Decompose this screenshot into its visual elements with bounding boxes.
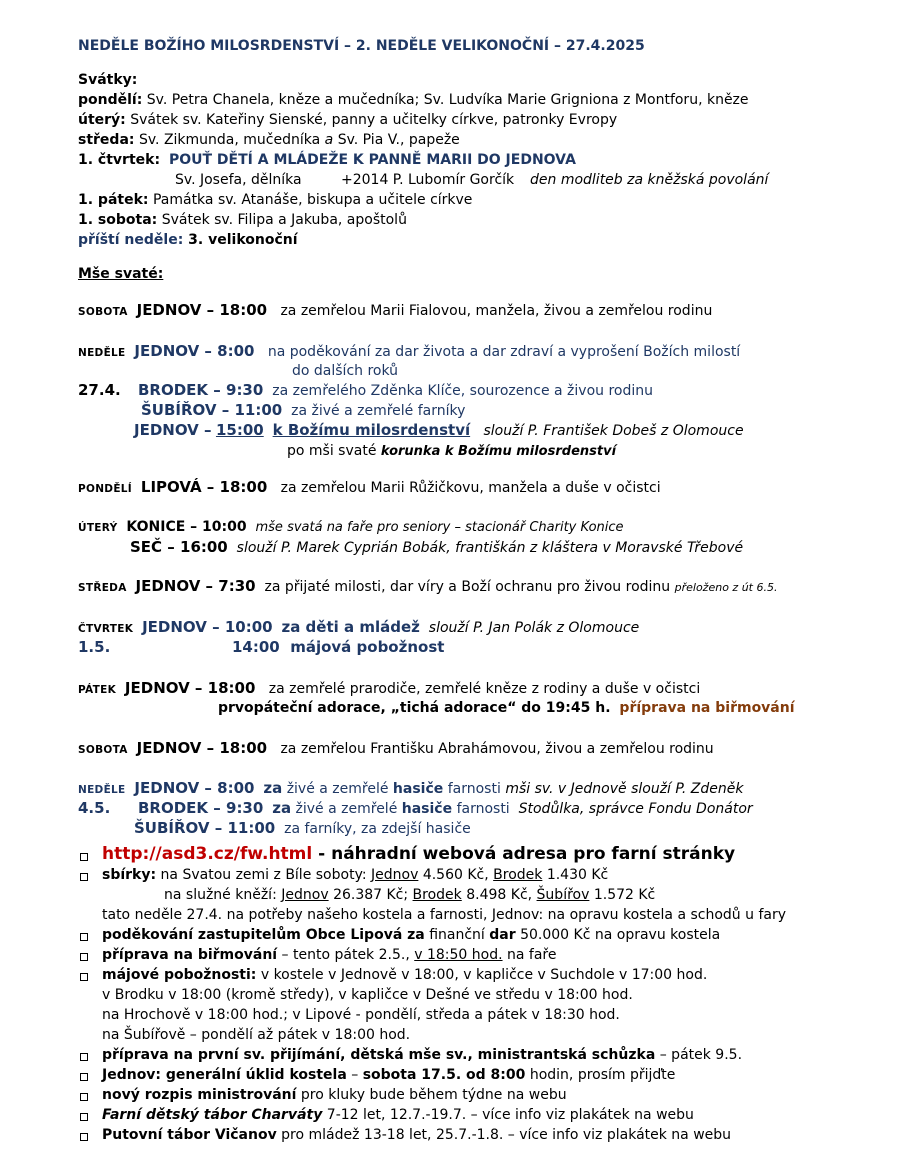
altar-label: nový rozpis ministrování bbox=[102, 1087, 297, 1103]
feast-friday-label: 1. pátek: bbox=[78, 192, 149, 208]
mass-sunday-l1 bbox=[78, 342, 740, 362]
collections-text: na služné kněží: bbox=[164, 887, 277, 903]
mass-za: za bbox=[263, 779, 283, 797]
mass-note: Stodůlka, správce Fondu Donátor bbox=[518, 801, 753, 817]
feast-tuesday-label: úterý: bbox=[78, 112, 126, 128]
feast-saturday-text: Svátek sv. Filipa a Jakuba, apoštolů bbox=[161, 212, 407, 228]
notice-camp2 bbox=[102, 1126, 731, 1144]
bullet-icon bbox=[80, 1093, 88, 1101]
cleaning-text: hodin, prosím přijďte bbox=[525, 1067, 676, 1083]
mass-event: k Božímu milosrdenství bbox=[272, 421, 471, 439]
bullet-icon bbox=[80, 873, 88, 881]
feast-tuesday-text: Svátek sv. Kateřiny Sienské, panny a učitelky církve, patronky Evropy bbox=[130, 112, 618, 128]
mass-intent: za děti a mládež bbox=[281, 618, 420, 636]
feast-saturday-label: 1. sobota: bbox=[78, 212, 158, 228]
collection-place: Brodek bbox=[412, 887, 462, 903]
camp1-label: Farní dětský tábor Charváty bbox=[102, 1107, 323, 1123]
mass-priest: slouží P. Jan Polák z Olomouce bbox=[428, 620, 640, 636]
mass-time: 14:00 bbox=[232, 638, 280, 656]
communion-label: příprava na první sv. přijímání, dětská mše sv., ministrantská schůzka bbox=[102, 1047, 656, 1063]
collections-text: na Svatou zemi z Bíle soboty: bbox=[160, 867, 367, 883]
mass-intent: za živé a zemřelé farníky bbox=[291, 403, 466, 419]
mass-note: po mši svaté bbox=[287, 443, 377, 459]
mass-place: BRODEK – 9:30 bbox=[138, 799, 264, 817]
mass-event: korunka k Božímu milosrdenství bbox=[380, 444, 617, 459]
mass-intent: za zemřelé prarodiče, zemřelé kněze z rodiny a duše v očistci bbox=[268, 681, 701, 697]
mass-day: STŘEDA bbox=[78, 582, 127, 594]
feasts-heading: Svátky: bbox=[78, 72, 138, 88]
mass-intent: za přijaté milosti, dar víry a Boží ochranu pro živou rodinu bbox=[264, 579, 671, 595]
feast-wednesday bbox=[78, 131, 460, 149]
feast-thursday-prayer: den modliteb za kněžská povolání bbox=[530, 172, 769, 188]
mass-sunday2-date: 4.5. bbox=[78, 799, 111, 817]
mass-intent: za zemřelou Františku Abrahámovou, živou a zemřelou rodinu bbox=[280, 741, 714, 757]
mass-note: mši sv. v Jednově slouží P. Zdeněk bbox=[505, 781, 744, 797]
mass-place: JEDNOV – 18:00 bbox=[136, 301, 268, 319]
feast-wednesday-label: středa: bbox=[78, 132, 135, 148]
mass-saturday bbox=[78, 301, 712, 321]
mass-za: za bbox=[272, 799, 292, 817]
may-label: májové pobožnosti: bbox=[102, 967, 257, 983]
feast-saturday bbox=[78, 211, 407, 229]
mass-sunday2-l3 bbox=[134, 819, 471, 838]
mass-sunday-l3 bbox=[141, 401, 465, 420]
mass-intent: za zemřelou Marii Fialovou, manžela, živou a zemřelou rodinu bbox=[280, 303, 713, 319]
collection-value: 1.430 Kč bbox=[546, 867, 609, 883]
feast-wednesday-text-b: Sv. Pia V., papeže bbox=[337, 132, 460, 148]
notice-may-3: na Hrochově v 18:00 hod.; v Lipové - pondělí, středa a pátek v 18:30 hod. bbox=[102, 1007, 620, 1023]
altar-text: pro kluky bude během týdne na webu bbox=[296, 1087, 567, 1103]
cleaning-sep: – bbox=[346, 1067, 363, 1083]
collection-value: 8.498 Kč, bbox=[466, 887, 533, 903]
mass-day: ÚTERÝ bbox=[78, 522, 118, 534]
mass-place: BRODEK – 9:30 bbox=[138, 381, 264, 399]
mass-intent: mše svatá na faře pro seniory – stacionář Charity Konice bbox=[255, 520, 624, 535]
mass-thursday-2 bbox=[232, 638, 444, 656]
mass-priest: slouží P. František Dobeš z Olomouce bbox=[483, 423, 744, 439]
feast-thursday-saint: Sv. Josefa, dělníka bbox=[175, 172, 302, 188]
may-text: v kostele v Jednově v 18:00, v kapličce v Suchdole v 17:00 hod. bbox=[256, 967, 708, 983]
mass-intent: za zemřelého Zděnka Klíče, sourozence a živou rodinu bbox=[272, 383, 653, 399]
thanks-text: finanční bbox=[429, 927, 485, 943]
mass-day: ČTVRTEK bbox=[78, 623, 134, 635]
bullet-icon bbox=[80, 1053, 88, 1061]
confirmation-place: na faře bbox=[502, 947, 557, 963]
mass-intent-end: farnosti bbox=[447, 781, 501, 797]
collection-value: 1.572 Kč bbox=[593, 887, 656, 903]
mass-place: SEČ – 16:00 bbox=[130, 538, 228, 556]
mass-sunday-date: 27.4. bbox=[78, 381, 121, 399]
notice-may-2: v Brodku v 18:00 (kromě středy), v kapličce v Dešné ve středu v 18:00 hod. bbox=[102, 987, 633, 1003]
mass-day: NEDĚLE bbox=[78, 784, 126, 796]
mass-place: JEDNOV – 18:00 bbox=[136, 739, 268, 757]
mass-day: NEDĚLE bbox=[78, 347, 126, 359]
bullet-icon bbox=[80, 1113, 88, 1121]
cleaning-date: sobota 17.5. od 8:00 bbox=[362, 1067, 526, 1083]
feast-tuesday bbox=[78, 111, 617, 129]
collection-value: 4.560 Kč, bbox=[422, 867, 489, 883]
mass-thursday-date: 1.5. bbox=[78, 638, 111, 656]
mass-intent-bold: hasiče bbox=[392, 781, 444, 797]
notice-thanks bbox=[102, 926, 720, 944]
web-text: - náhradní webová adresa pro farní stránky bbox=[312, 844, 736, 864]
confirmation-label: příprava na biřmování bbox=[102, 947, 278, 963]
camp2-label: Putovní tábor Vičanov bbox=[102, 1127, 277, 1143]
notice-cleaning bbox=[102, 1066, 675, 1084]
next-sunday-text: 3. velikonoční bbox=[188, 232, 298, 248]
thanks-amount: 50.000 Kč na opravu kostela bbox=[520, 927, 721, 943]
notice-may-4: na Šubířově – pondělí až pátek v 18:00 hod. bbox=[102, 1027, 411, 1043]
confirmation-time: v 18:50 hod. bbox=[414, 947, 503, 963]
notice-may bbox=[102, 966, 707, 984]
thanks-label: poděkování zastupitelům Obce Lipová za bbox=[102, 927, 425, 943]
mass-place: JEDNOV – 10:00 bbox=[142, 618, 273, 636]
mass-prep: příprava na biřmování bbox=[619, 700, 795, 716]
mass-intent: živé a zemřelé bbox=[295, 801, 398, 817]
mass-day: SOBOTA bbox=[78, 306, 128, 318]
camp2-text: pro mládež 13-18 let, 25.7.-1.8. – více info viz plakátek na webu bbox=[276, 1127, 732, 1143]
mass-sunday2-l1 bbox=[78, 779, 743, 799]
mass-sunday-l5 bbox=[287, 442, 616, 461]
mass-place: LIPOVÁ – 18:00 bbox=[140, 478, 268, 496]
mass-place: JEDNOV – 8:00 bbox=[134, 342, 255, 360]
communion-text: – pátek 9.5. bbox=[655, 1047, 743, 1063]
collection-place: Jednov bbox=[371, 867, 419, 883]
next-sunday bbox=[78, 231, 298, 249]
thanks-dar: dar bbox=[489, 927, 516, 943]
feast-wednesday-text-a: Sv. Zikmunda, mučedníka bbox=[138, 132, 321, 148]
bullet-icon bbox=[80, 973, 88, 981]
bullet-icon bbox=[80, 953, 88, 961]
mass-intent: slouží P. Marek Cyprián Bobák, františkán z kláštera v Moravské Třebové bbox=[236, 540, 744, 556]
camp1-text: 7-12 let, 12.7.-19.7. – více info viz plakátek na webu bbox=[322, 1107, 694, 1123]
next-sunday-label: příští neděle: bbox=[78, 232, 184, 248]
mass-saturday-2 bbox=[78, 739, 714, 759]
bullet-icon bbox=[80, 1073, 88, 1081]
mass-wednesday bbox=[78, 577, 777, 597]
mass-sunday-l2 bbox=[138, 381, 653, 400]
feast-wednesday-and: a bbox=[324, 132, 334, 148]
mass-place: JEDNOV – 7:30 bbox=[135, 577, 256, 595]
mass-place: JEDNOV – 8:00 bbox=[134, 779, 255, 797]
mass-sunday-l1-cont: do dalších roků bbox=[292, 363, 399, 379]
mass-place: JEDNOV – bbox=[134, 421, 212, 439]
notice-communion bbox=[102, 1046, 742, 1064]
bullet-icon bbox=[80, 1133, 88, 1141]
mass-monday bbox=[78, 478, 661, 498]
notice-confirmation bbox=[102, 946, 556, 964]
bullet-icon bbox=[80, 933, 88, 941]
notice-collections-3: tato neděle 27.4. na potřeby našeho kostela a farnosti, Jednov: na opravu kostela a schodů u fary bbox=[102, 907, 786, 923]
masses-heading: Mše svaté: bbox=[78, 266, 164, 282]
collection-place: Jednov bbox=[281, 887, 329, 903]
mass-day: PÁTEK bbox=[78, 684, 117, 696]
mass-intent: živé a zemřelé bbox=[286, 781, 389, 797]
mass-sunday2-l2 bbox=[138, 799, 753, 818]
mass-place: ŠUBÍŘOV – 11:00 bbox=[141, 401, 283, 419]
mass-tuesday-2 bbox=[130, 538, 743, 557]
feast-friday bbox=[78, 191, 472, 209]
mass-adoration: prvopáteční adorace, „tichá adorace“ do 19:45 h. bbox=[218, 700, 611, 716]
mass-friday bbox=[78, 679, 700, 699]
feast-thursday-label: 1. čtvrtek: bbox=[78, 152, 161, 168]
feast-monday-label: pondělí: bbox=[78, 92, 143, 108]
collection-value: 26.387 Kč; bbox=[333, 887, 409, 903]
collections-label: sbírky: bbox=[102, 867, 157, 883]
feast-monday bbox=[78, 91, 749, 109]
notice-collections bbox=[102, 866, 608, 884]
page-title: NEDĚLE BOŽÍHO MILOSRDENSTVÍ – 2. NEDĚLE VELIKONOČNÍ – 27.4.2025 bbox=[78, 38, 645, 54]
feast-monday-text: Sv. Petra Chanela, kněze a mučedníka; Sv. Ludvíka Marie Grigniona z Montforu, kněze bbox=[146, 92, 749, 108]
feast-friday-text: Památka sv. Atanáše, biskupa a učitele církve bbox=[152, 192, 473, 208]
mass-friday-2 bbox=[218, 699, 795, 717]
notice-collections-2 bbox=[164, 886, 655, 904]
mass-intent: za farníky, za zdejší hasiče bbox=[284, 821, 471, 837]
mass-place: ŠUBÍŘOV – 11:00 bbox=[134, 819, 276, 837]
mass-time: 15:00 bbox=[215, 421, 264, 439]
mass-place: JEDNOV – 18:00 bbox=[124, 679, 256, 697]
mass-intent: májová pobožnost bbox=[290, 638, 445, 656]
bullet-icon bbox=[80, 853, 88, 861]
confirmation-text: – tento pátek 2.5., bbox=[277, 947, 410, 963]
mass-intent-bold: hasiče bbox=[401, 801, 453, 817]
notice-camp1 bbox=[102, 1106, 694, 1124]
cleaning-label: Jednov: generální úklid kostela bbox=[102, 1067, 347, 1083]
mass-tuesday bbox=[78, 518, 624, 537]
mass-day: SOBOTA bbox=[78, 744, 128, 756]
mass-intent-end: farnosti bbox=[456, 801, 510, 817]
feast-thursday-died: +2014 P. Lubomír Gorčík bbox=[341, 172, 515, 188]
mass-day: PONDĚLÍ bbox=[78, 483, 132, 495]
feast-thursday-event: POUŤ DĚTÍ A MLÁDEŽE K PANNĚ MARII DO JEDNOVA bbox=[168, 152, 576, 168]
mass-intent: za zemřelou Marii Růžičkovu, manžela a duše v očistci bbox=[280, 480, 661, 496]
collection-place: Šubířov bbox=[536, 887, 590, 903]
mass-note: přeloženo z út 6.5. bbox=[674, 581, 778, 594]
notice-web bbox=[102, 843, 735, 866]
mass-place: KONICE – 10:00 bbox=[126, 519, 247, 535]
mass-intent: na poděkování za dar života a dar zdraví a vyprošení Božích milostí bbox=[267, 344, 741, 360]
mass-thursday bbox=[78, 618, 639, 638]
web-link[interactable]: http://asd3.cz/fw.html bbox=[102, 844, 313, 864]
collection-place: Brodek bbox=[493, 867, 543, 883]
feast-thursday bbox=[78, 151, 576, 169]
notice-altar bbox=[102, 1086, 567, 1104]
mass-sunday-l4 bbox=[134, 421, 744, 440]
